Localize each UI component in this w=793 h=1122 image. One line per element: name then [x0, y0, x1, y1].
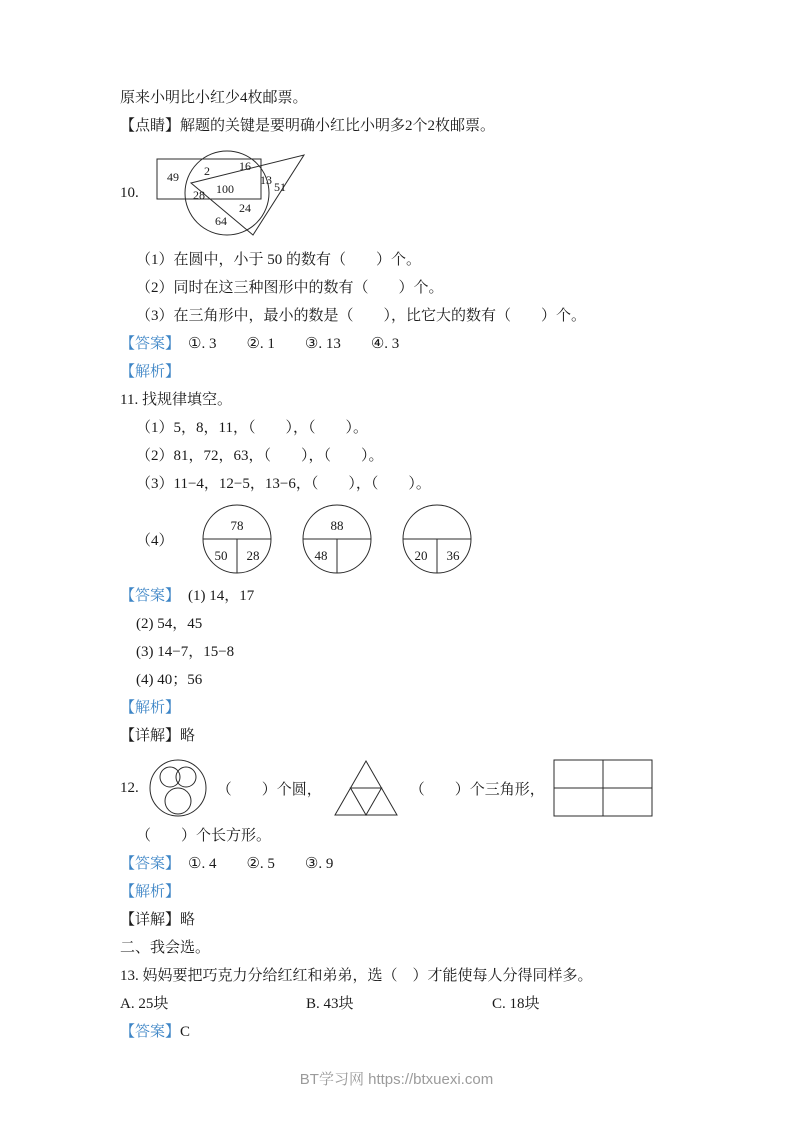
q13-question: 13. 妈妈要把巧克力分给红红和弟弟，选（ ）才能使每人分得同样多。: [120, 968, 593, 984]
q12-text-rect: （ ）个长方形。: [136, 828, 272, 844]
q11-circle-3-left: 20: [414, 548, 428, 563]
q11-circle-diagram-3: [400, 502, 474, 576]
q13-answer-line: [120, 1018, 678, 1046]
q10-num-64: 64: [214, 214, 227, 228]
q11-analysis-label: 【解析】: [120, 700, 181, 716]
q11-title: 11. 找规律填空。: [120, 392, 232, 408]
section2-title: 二、我会选。: [120, 940, 211, 956]
q12-analysis-line: [120, 878, 678, 906]
q11-answer-3: (3) 14−7，15−8: [136, 644, 235, 660]
q13-answer-text: C: [180, 1024, 191, 1040]
q10-num-51: 51: [273, 180, 286, 194]
q12-answer-label: 【答案】: [120, 856, 181, 872]
q11-sub3: （3）11−4，12−5，13−6，（ ），（ ）。: [136, 476, 431, 492]
q11-circle-diagram-1: [200, 502, 274, 576]
q10-num-13: 13: [259, 173, 272, 187]
q11-answer-line-1: [120, 582, 678, 610]
q10-analysis-line: [120, 358, 678, 386]
q13-answer-label: 【答案】: [120, 1024, 181, 1040]
q11-answer-4: (4) 40；56: [136, 672, 203, 688]
q12-triangle-figure: [330, 757, 402, 819]
tip-line: 【点睛】解题的关键是要明确小红比小明多2个2枚邮票。: [120, 118, 496, 134]
q11-circle-2-top: 88: [330, 518, 344, 533]
q12-text-triangle: （ ）个三角形，: [409, 781, 545, 798]
q10-answer-label: 【答案】: [120, 336, 181, 352]
q11-analysis-line: [120, 694, 678, 722]
q13-option-c: C. 18块: [492, 996, 540, 1012]
q10-sub2: （2）同时在这三种图形中的数有（ ）个。: [136, 280, 444, 296]
q12-detail-line: 【详解】略: [120, 912, 196, 928]
q12-answer-line: [120, 850, 678, 878]
q11-sub4-row: [120, 502, 678, 576]
q13-option-a: A. 25块: [120, 996, 169, 1012]
q12-small-circle-right: [176, 767, 196, 787]
q10-figure-row: [120, 145, 678, 241]
q11-sub4-label: （4）: [136, 532, 174, 549]
q13-option-b: B. 43块: [306, 996, 354, 1012]
footer-text: BT学习网 https://btxuexi.com: [299, 1071, 494, 1088]
q11-detail-line: 【详解】略: [120, 728, 196, 744]
q11-sub1: （1）5，8，11，（ ），（ ）。: [136, 420, 368, 436]
q10-answer-text: ①. 3 ②. 1 ③. 13 ④. 3: [188, 336, 400, 352]
q12-text-circle: （ ）个圆，: [216, 781, 322, 798]
q10-num-100: 100: [215, 182, 234, 196]
q11-answer-2: (2) 54，45: [136, 616, 203, 632]
q12-figure-row: [120, 756, 678, 820]
q12-circles-figure: [147, 756, 209, 820]
q12-number: 12.: [120, 779, 139, 796]
q11-circle-2-left: 48: [314, 548, 328, 563]
q12-answer-text: ①. 4 ②. 5 ③. 9: [188, 856, 334, 872]
q10-num-2: 2: [203, 164, 210, 178]
q11-circle-3-right: 36: [446, 548, 460, 563]
q11-circle-diagram-2: [300, 502, 374, 576]
q10-num-16: 16: [238, 159, 251, 173]
q11-answer-label: 【答案】: [120, 588, 181, 604]
q10-num-24: 24: [238, 201, 251, 215]
q12-small-circle-bottom: [165, 788, 191, 814]
q10-sub1: （1）在圆中，小于 50 的数有（ ）个。: [136, 252, 422, 268]
q10-num-49: 49: [166, 170, 179, 184]
q10-analysis-label: 【解析】: [120, 364, 181, 380]
q12-small-circle-left: [160, 767, 180, 787]
q11-circle-1-left: 50: [214, 548, 228, 563]
q10-answer-line: [120, 330, 678, 358]
q12-analysis-label: 【解析】: [120, 884, 181, 900]
q10-shapes-diagram: [149, 145, 384, 241]
q11-circle-1-top: 78: [230, 518, 244, 533]
q13-options-row: [120, 990, 678, 1018]
q11-sub2: （2）81，72，63，（ ），（ ）。: [136, 448, 384, 464]
q10-num-28: 28: [192, 188, 205, 202]
q11-answer-1: (1) 14，17: [188, 588, 255, 604]
q12-inner-triangle: [350, 788, 381, 815]
prev-answer-text: 原来小明比小红少4枚邮票。: [120, 90, 308, 106]
worksheet-page: [120, 84, 678, 1046]
q10-sub3: （3）在三角形中，最小的数是（ ），比它大的数有（ ）个。: [136, 308, 587, 324]
q12-rectangle-figure: [553, 759, 653, 817]
q11-circle-1-right: 28: [246, 548, 260, 563]
q10-number: 10.: [120, 184, 139, 201]
